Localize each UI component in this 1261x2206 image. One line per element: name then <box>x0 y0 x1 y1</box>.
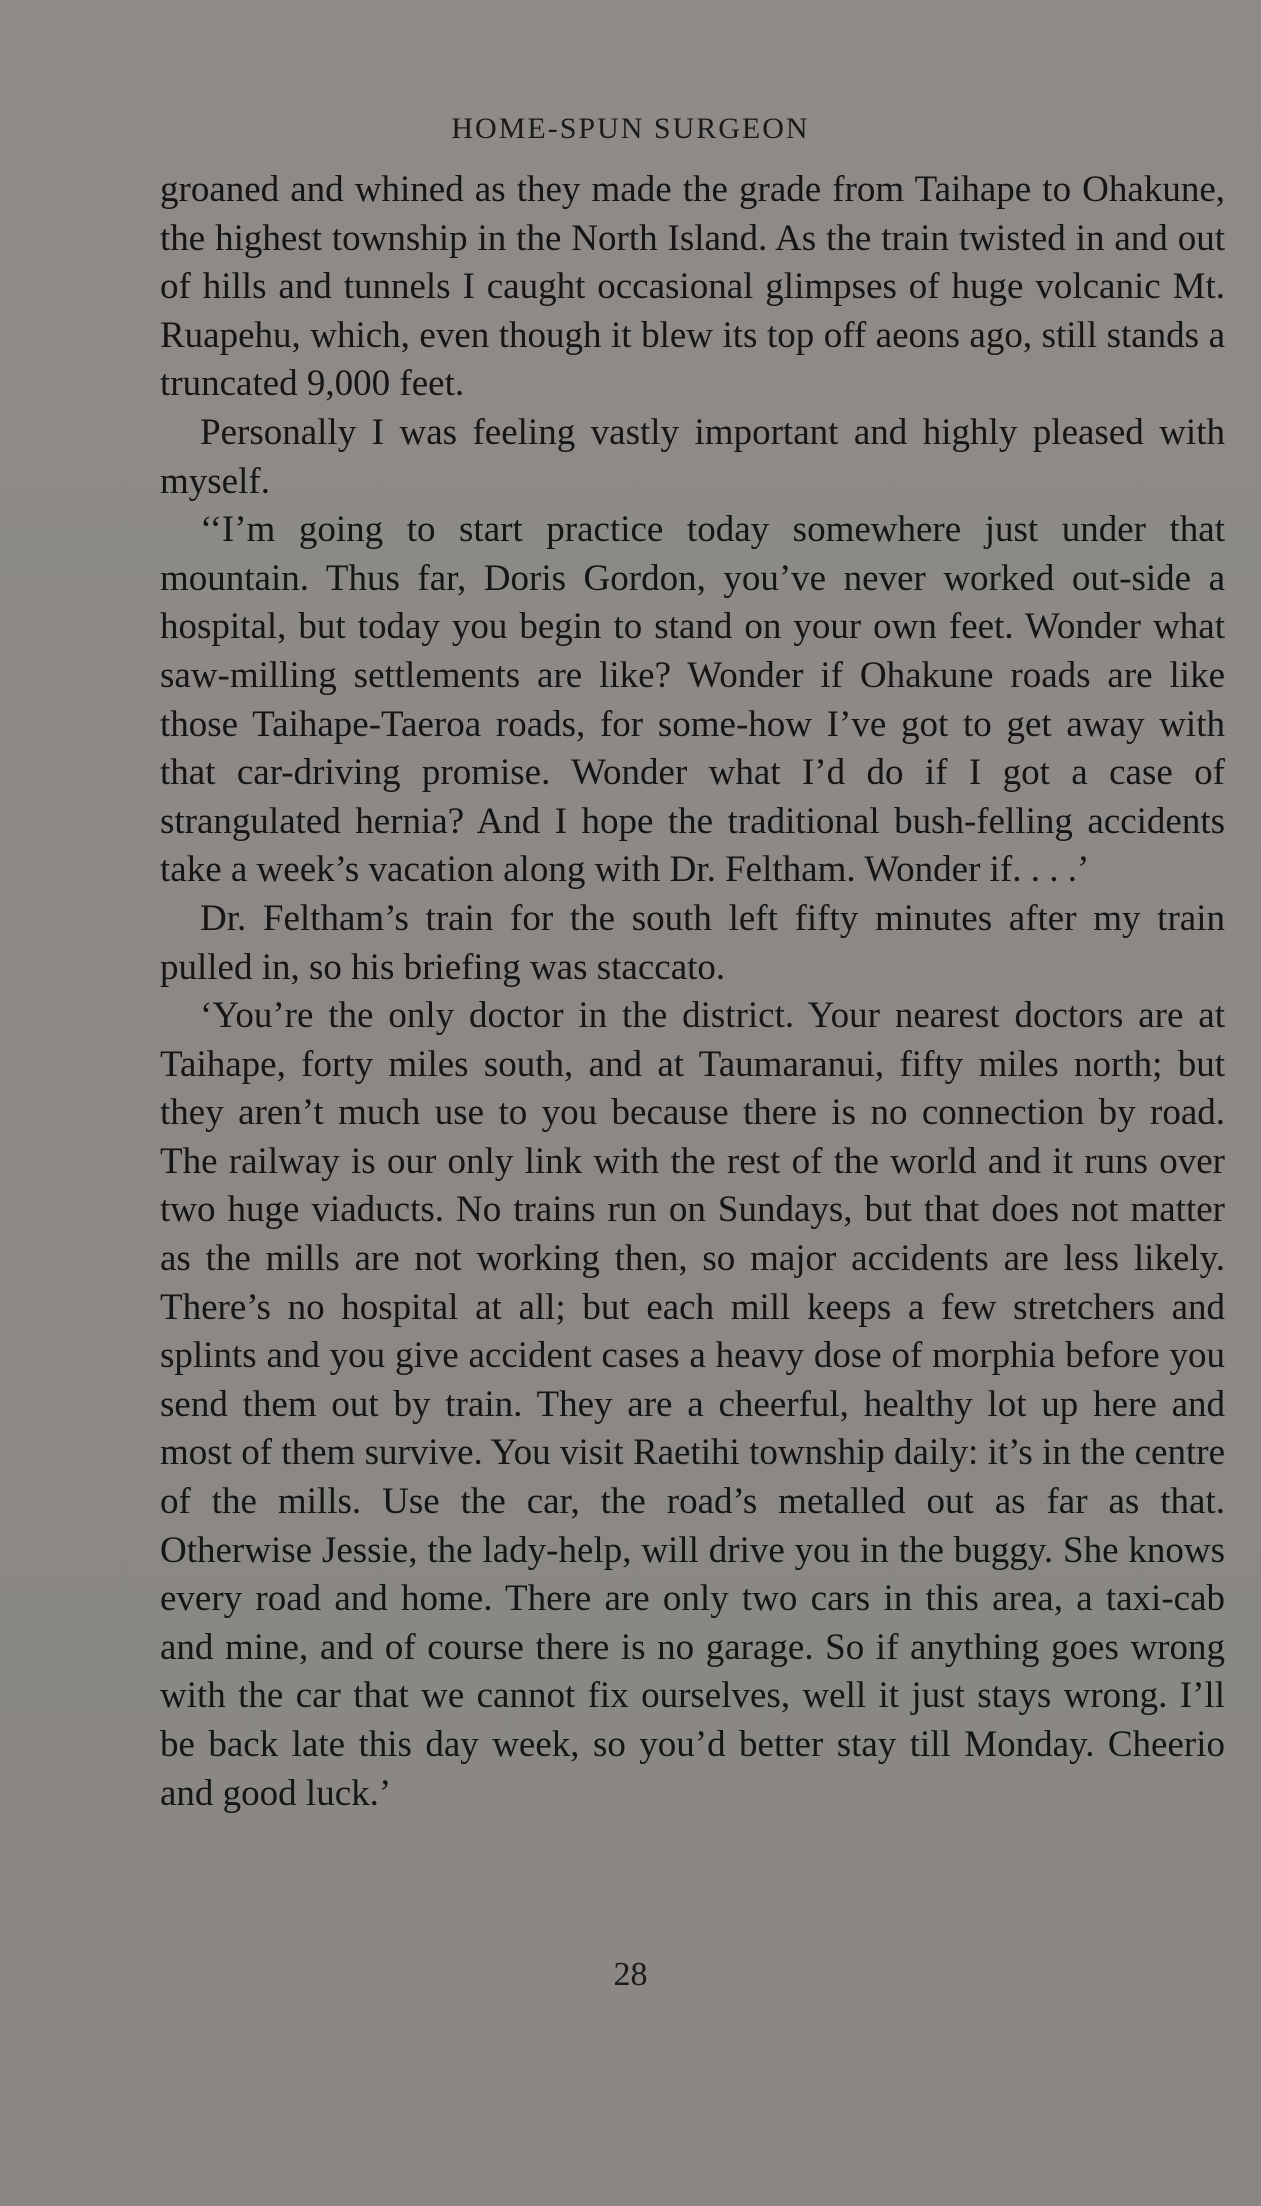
paragraph: ‘‘I’m going to start practice today somewhere just under that mountain. Thus far, Doris Gordon, you’ve never worked out-side a hospital, but today you begin to stand on your own feet. Wonder what saw-milling settlements are like? Wonder if Ohakune roads are like those Taihape-Taeroa roads, for some-how I’ve got to get away with that car-driving promise. Wonder what I’d do if I got a case of strangulated hernia? And I hope the traditional bush-felling accidents take a week’s vacation along with Dr. Feltham. Wonder if. . . .’ <box>160 509 1225 891</box>
running-head: HOME-SPUN SURGEON <box>451 112 810 145</box>
paragraph-continuation: groaned and whined as they made the grade from Taihape to Ohakune, the highest township in the North Island. As the train twisted in and out of hills and tunnels I caught occasional glimpses of huge volcanic Mt. Ruapehu, which, even though it blew its top off aeons ago, still stands a truncated 9,000 feet. <box>160 169 1225 405</box>
paragraph: Dr. Feltham’s train for the south left fifty minutes after my train pulled in, so his briefing was staccato. <box>160 897 1225 988</box>
page-number: 28 <box>613 1956 648 1993</box>
paragraph: Personally I was feeling vastly important and highly pleased with myself. <box>160 411 1225 502</box>
body-text <box>160 166 1225 1818</box>
paragraph: ‘You’re the only doctor in the district. Your nearest doctors are at Taihape, forty miles south, and at Taumaranui, fifty miles north; but they aren’t much use to you because there is no connection by road. The railway is our only link with the rest of the world and it runs over two huge viaducts. No trains run on Sundays, but that does not matter as the mills are not working then, so major accidents are less likely. There’s no hospital at all; but each mill keeps a few stretchers and splints and you give accident cases a heavy dose of morphia before you send them out by train. They are a cheerful, healthy lot up here and most of them survive. You visit Raetihi township daily: it’s in the centre of the mills. Use the car, the road’s metalled out as far as that. Otherwise Jessie, the lady-help, will drive you in the buggy. She knows every road and home. There are only two cars in this area, a taxi-cab and mine, and of course there is no garage. So if anything goes wrong with the car that we cannot fix ourselves, well it just stays wrong. I’ll be back late this day week, so you’d better stay till Monday. Cheerio and good luck.’ <box>160 995 1225 1814</box>
